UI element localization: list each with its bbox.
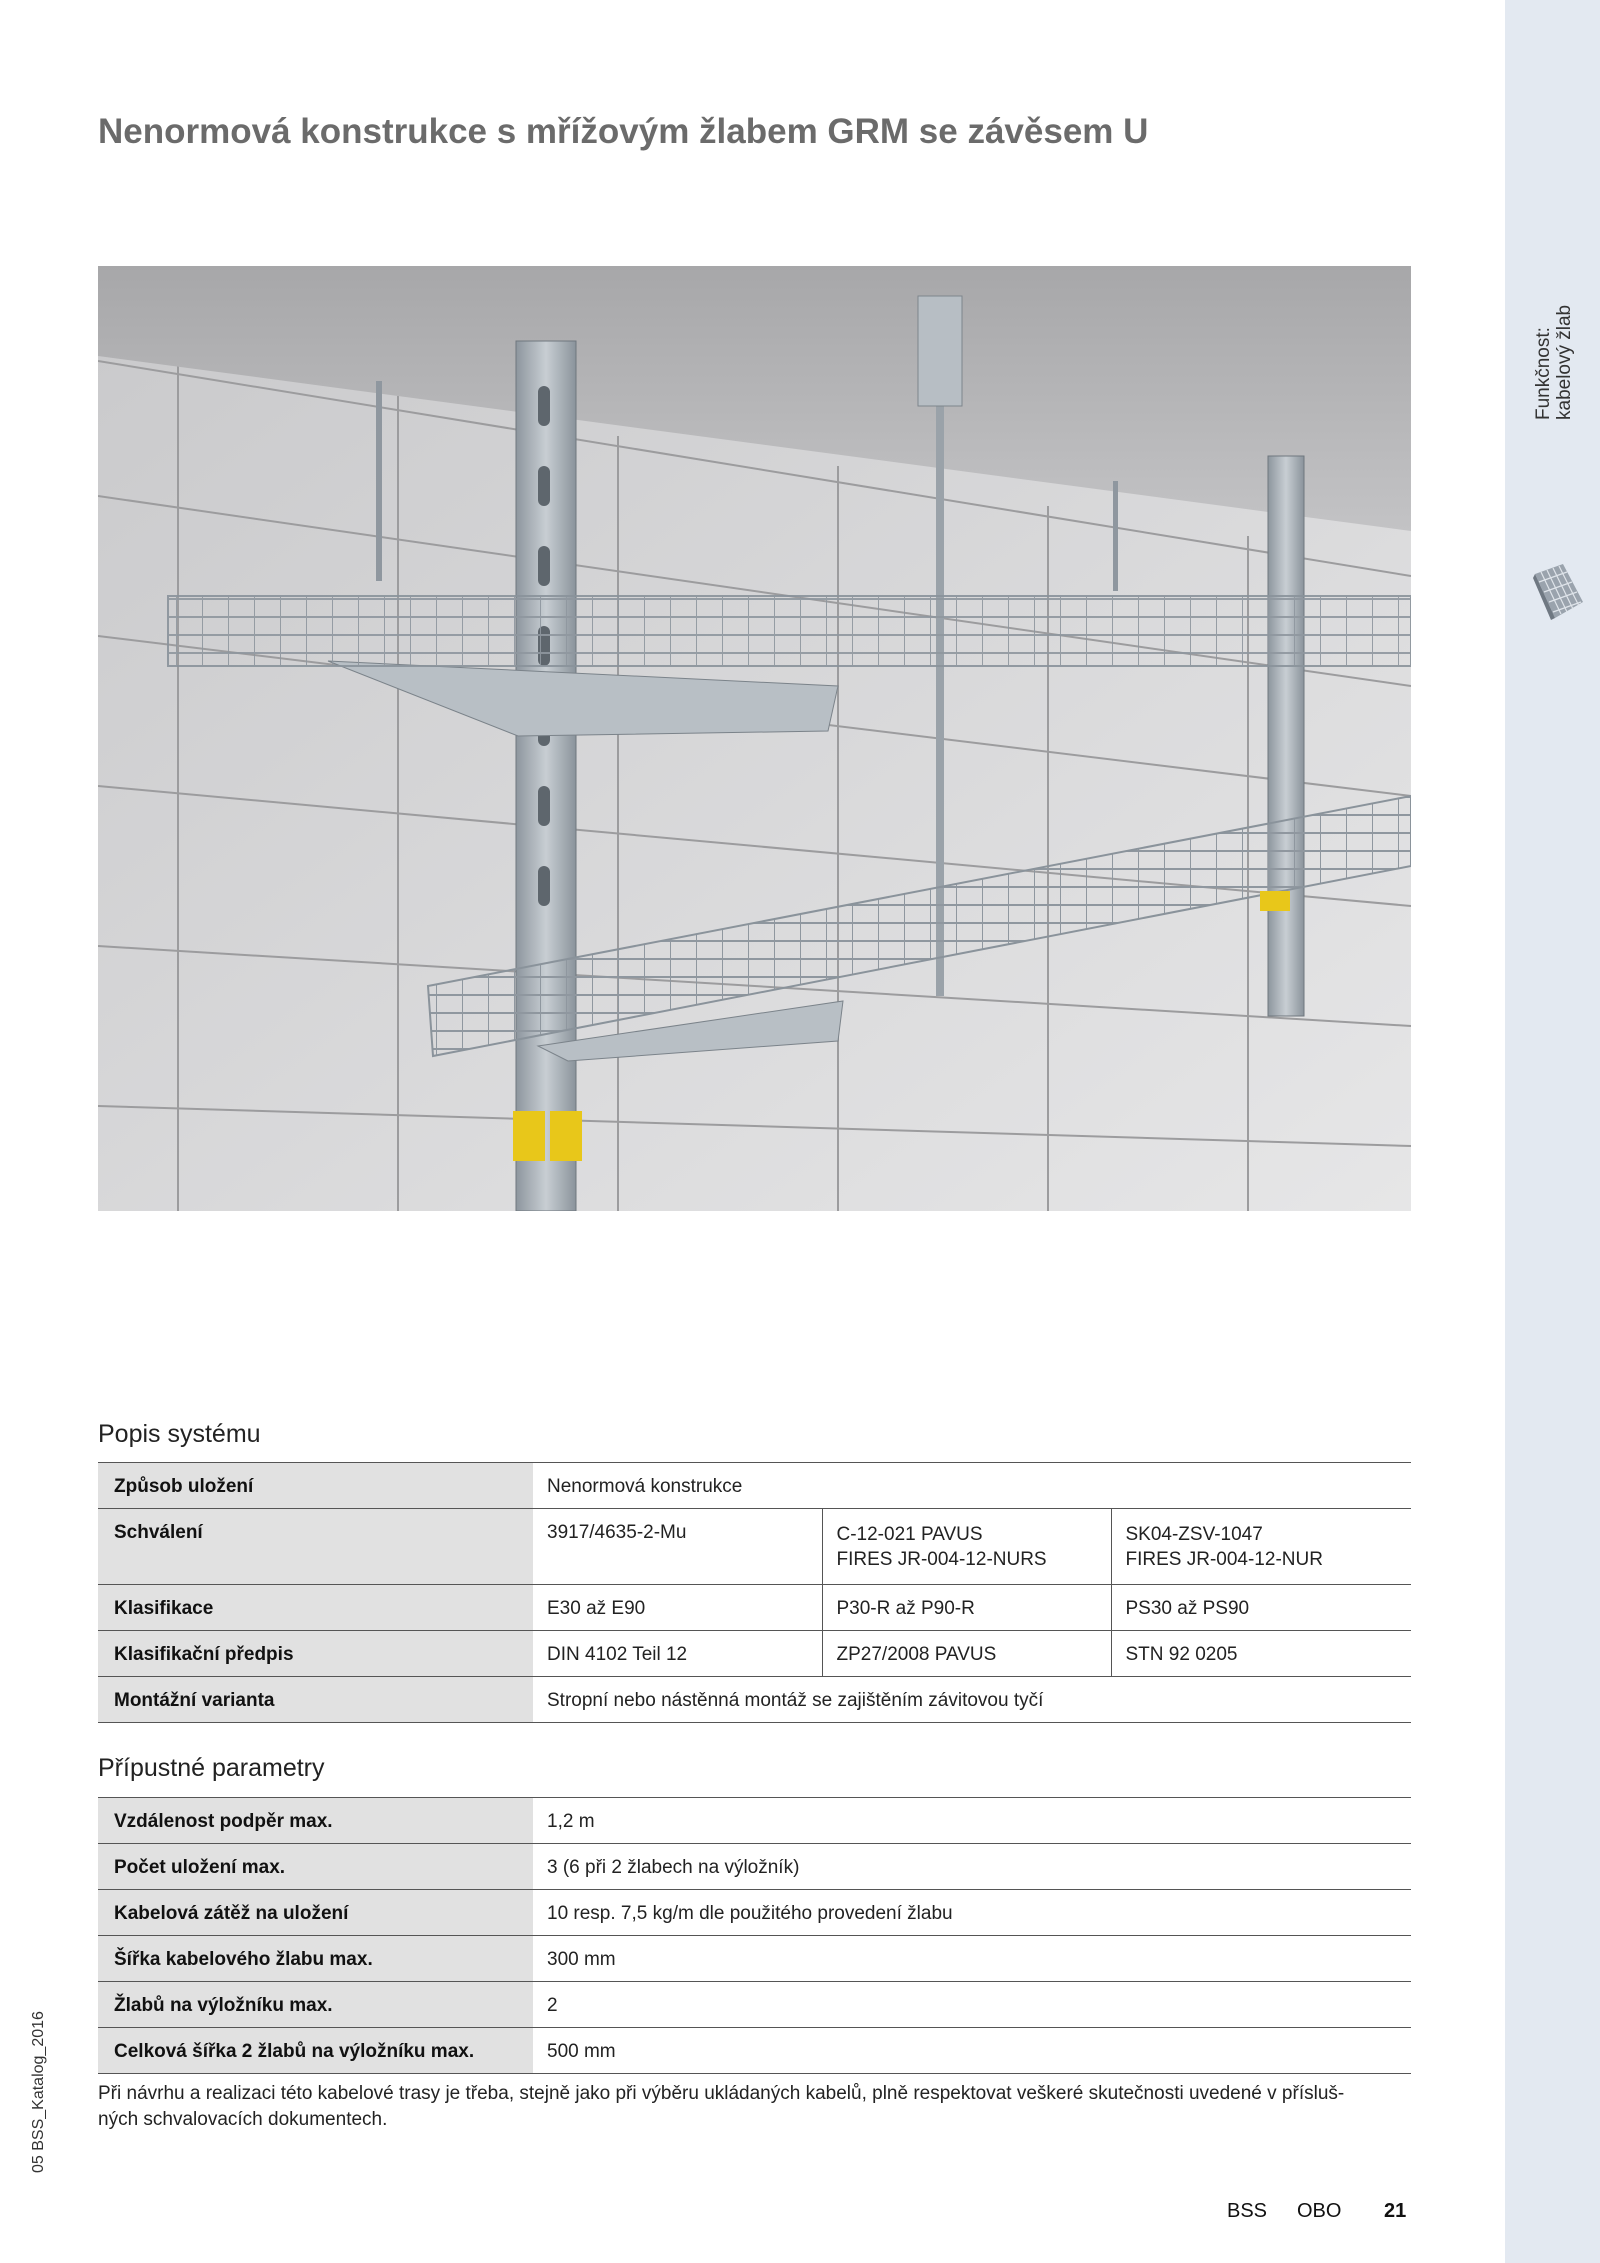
table-row	[98, 1936, 1411, 1982]
row-value: 3917/4635-2-Mu	[533, 1509, 822, 1585]
row-label: Žlabů na výložníku max.	[98, 1982, 533, 2028]
row-value: E30 až E90	[533, 1585, 822, 1631]
cable-tray-icon	[1533, 562, 1585, 622]
page-title: Nenormová konstrukce s mřížovým žlabem GRM se závěsem U	[98, 112, 1149, 151]
row-value: 1,2 m	[533, 1798, 1411, 1844]
category-label-line1: Funkčnost:	[1533, 327, 1554, 420]
row-value-line: SK04-ZSV-1047	[1125, 1524, 1263, 1545]
row-value: 300 mm	[533, 1936, 1411, 1982]
category-label-line2: kabelový žlab	[1554, 304, 1575, 420]
table-row	[98, 1844, 1411, 1890]
section-heading-system: Popis systému	[98, 1420, 261, 1448]
row-value: PS30 až PS90	[1111, 1585, 1411, 1631]
product-photo	[98, 266, 1411, 1211]
row-label: Klasifikace	[98, 1585, 533, 1631]
row-value: 10 resp. 7,5 kg/m dle použitého provedení žlabu	[533, 1890, 1411, 1936]
table-row	[98, 1631, 1411, 1677]
parameters-table	[98, 1797, 1411, 2074]
row-value: Stropní nebo nástěnná montáž se zajištěním závitovou tyčí	[533, 1677, 1411, 1723]
table-row	[98, 2028, 1411, 2074]
table-row	[98, 1798, 1411, 1844]
category-label	[1533, 180, 1575, 420]
row-value: ZP27/2008 PAVUS	[822, 1631, 1111, 1677]
row-value: 3 (6 při 2 žlabech na výložník)	[533, 1844, 1411, 1890]
row-label: Vzdálenost podpěr max.	[98, 1798, 533, 1844]
row-value	[1111, 1509, 1411, 1585]
row-label: Počet uložení max.	[98, 1844, 533, 1890]
row-label: Způsob uložení	[98, 1463, 533, 1509]
table-row	[98, 1890, 1411, 1936]
footnote	[98, 2081, 1411, 2133]
row-value: Nenormová konstrukce	[533, 1463, 1411, 1509]
row-value-line: FIRES JR-004-12-NURS	[836, 1549, 1047, 1570]
table-row	[98, 1585, 1411, 1631]
table-row	[98, 1677, 1411, 1723]
row-label: Montážní varianta	[98, 1677, 533, 1723]
row-value-line: C-12-021 PAVUS	[836, 1524, 983, 1545]
row-label: Kabelová zátěž na uložení	[98, 1890, 533, 1936]
row-value: DIN 4102 Teil 12	[533, 1631, 822, 1677]
row-value: P30-R až P90-R	[822, 1585, 1111, 1631]
row-value: STN 92 0205	[1111, 1631, 1411, 1677]
table-row	[98, 1463, 1411, 1509]
footnote-line: Při návrhu a realizaci této kabelové trasy je třeba, stejně jako při výběru ukládaných kabelů, plně respektovat veškeré skutečnosti uvedené v přísluš-	[98, 2083, 1345, 2104]
table-row	[98, 1982, 1411, 2028]
row-value: 500 mm	[533, 2028, 1411, 2074]
footnote-line: ných schvalovacích dokumentech.	[98, 2109, 388, 2130]
footer-brand-obo: OBO	[1297, 2200, 1342, 2222]
row-label: Schválení	[98, 1509, 533, 1585]
footer-brand-bss: BSS	[1227, 2200, 1268, 2222]
catalog-code: 05 BSS_Katalog_2016	[30, 2011, 47, 2173]
row-label: Šířka kabelového žlabu max.	[98, 1936, 533, 1982]
row-value-line: FIRES JR-004-12-NUR	[1125, 1549, 1323, 1570]
row-value	[822, 1509, 1111, 1585]
system-table	[98, 1462, 1411, 1723]
row-value: 2	[533, 1982, 1411, 2028]
row-label: Klasifikační předpis	[98, 1631, 533, 1677]
section-heading-parameters: Přípustné parametry	[98, 1754, 325, 1782]
row-label: Celková šířka 2 žlabů na výložníku max.	[98, 2028, 533, 2074]
page-number: 21	[1384, 2200, 1407, 2222]
table-row	[98, 1509, 1411, 1585]
